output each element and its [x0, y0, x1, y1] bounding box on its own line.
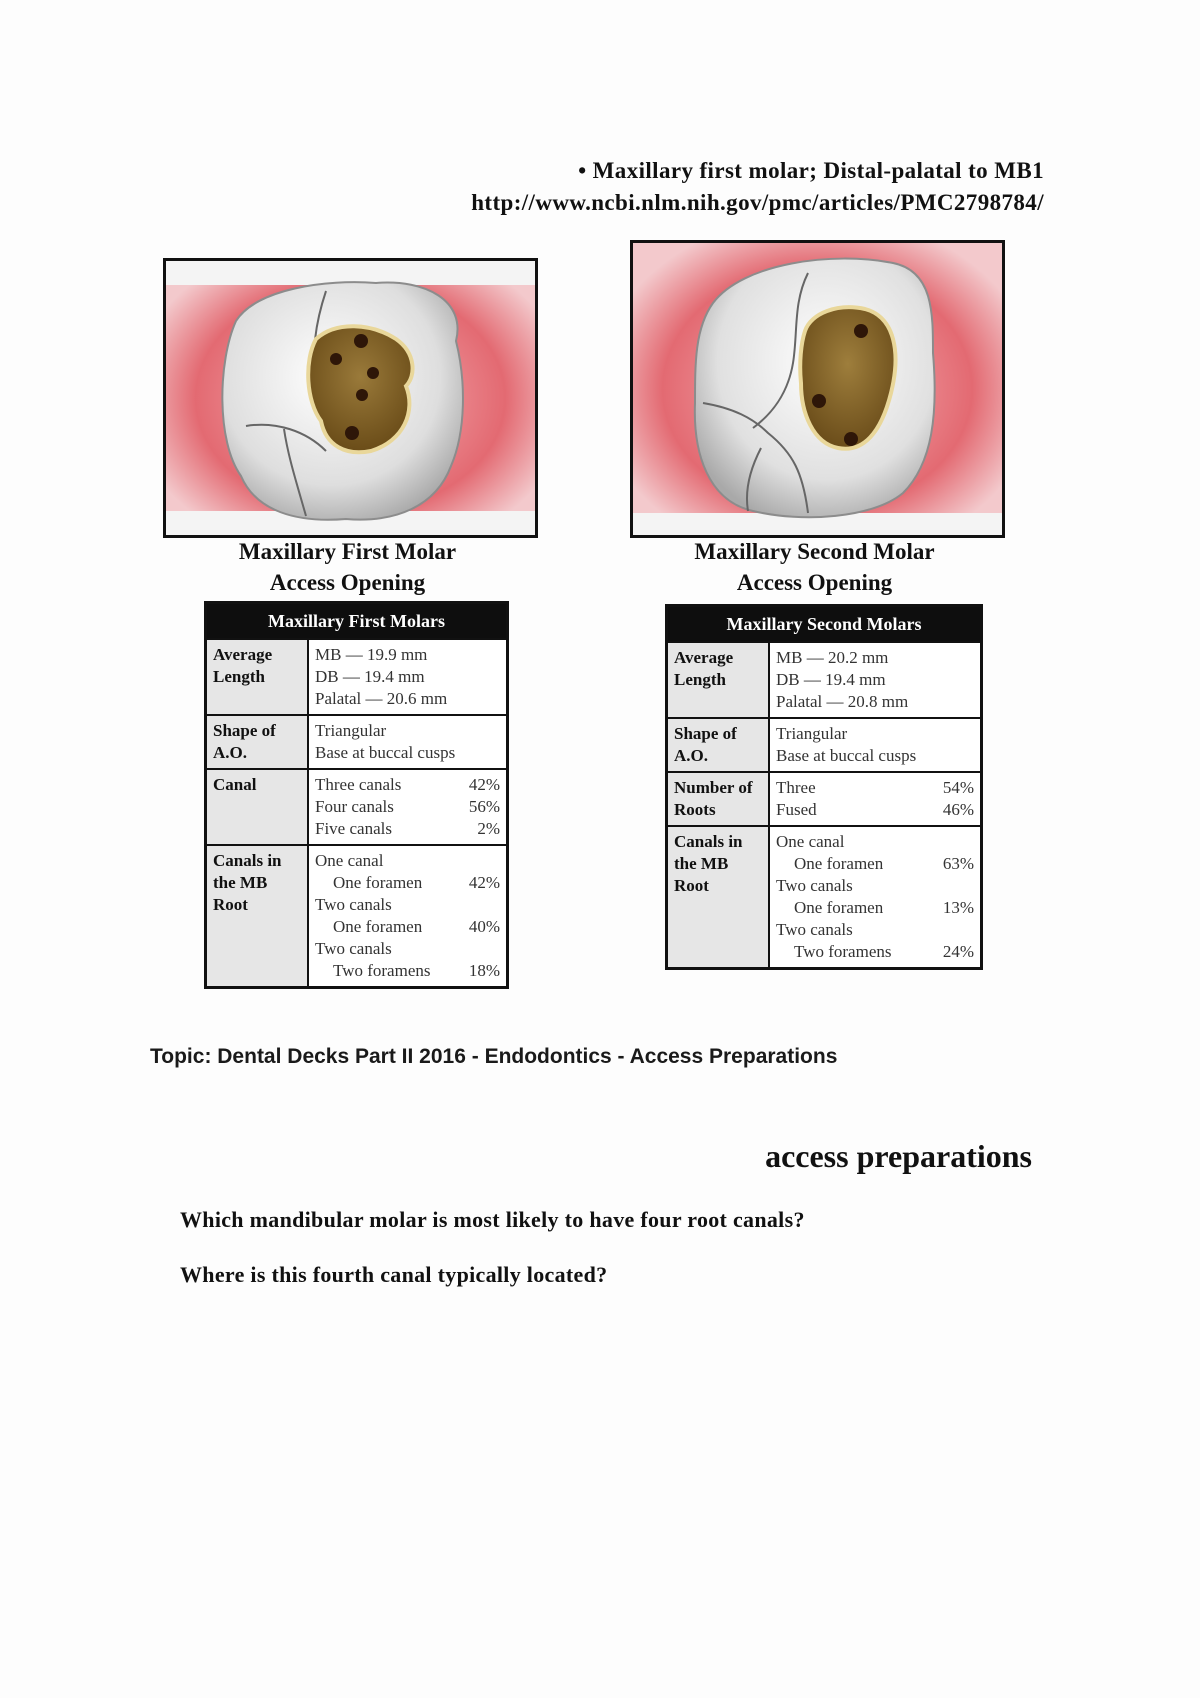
value-line: Base at buccal cusps [315, 743, 456, 762]
table-title: Maxillary First Molars [206, 603, 508, 640]
value-percent: 2% [477, 819, 500, 838]
value-text: Two canals [776, 876, 853, 895]
table-row [206, 845, 508, 988]
value-percent: 13% [942, 898, 974, 917]
second-molar-caption-line1: Maxillary Second Molar [694, 539, 935, 564]
row-label: Canals in the MB Root [206, 845, 309, 988]
second-molar-caption-line2: Access Opening [736, 570, 893, 595]
value-percent: 24% [942, 942, 974, 961]
value-text: One foramen [794, 854, 884, 873]
row-label: Number of Roots [667, 772, 770, 826]
row-values [308, 715, 508, 769]
value-percent: 42% [468, 873, 500, 892]
value-percent: 63% [942, 854, 974, 873]
row-label: Canal [206, 769, 309, 845]
first-molar-caption [163, 536, 532, 598]
value-text: Two foramens [794, 942, 892, 961]
value-line: MB — 19.9 mm [315, 645, 428, 664]
value-text: Three [776, 778, 816, 797]
value-line: DB — 19.4 mm [315, 667, 425, 686]
question-1: Which mandibular molar is most likely to have four root canals? [180, 1207, 805, 1232]
value-line: DB — 19.4 mm [776, 670, 886, 689]
first-molar-caption-line1: Maxillary First Molar [238, 539, 457, 564]
row-values [769, 772, 982, 826]
second-molar-caption [630, 536, 999, 598]
value-percent: 40% [468, 917, 500, 936]
first-molar-table [204, 601, 509, 989]
row-values [308, 639, 508, 715]
value-text: One canal [776, 832, 845, 851]
second-molar-table [665, 604, 983, 970]
value-text: Two canals [776, 920, 853, 939]
table-row [667, 718, 982, 772]
value-percent: 42% [468, 775, 500, 794]
table-row [667, 772, 982, 826]
row-label: Average Length [206, 639, 309, 715]
second-molar-access-image [630, 240, 1005, 538]
value-text: One foramen [333, 917, 423, 936]
row-label: Average Length [667, 642, 770, 718]
section-heading: access preparations [765, 1138, 1032, 1174]
value-percent: 56% [468, 797, 500, 816]
value-line: Palatal — 20.8 mm [776, 692, 909, 711]
value-percent: 46% [942, 800, 974, 819]
value-line: Base at buccal cusps [776, 746, 917, 765]
value-text: Two foramens [333, 961, 431, 980]
value-line: Triangular [315, 721, 387, 740]
table-row [206, 715, 508, 769]
value-line: MB — 20.2 mm [776, 648, 889, 667]
first-molar-access-image [163, 258, 538, 538]
value-text: Five canals [315, 819, 392, 838]
value-text: Two canals [315, 939, 392, 958]
value-text: Two canals [315, 895, 392, 914]
second-molar-illustration [633, 243, 1002, 535]
row-values [308, 769, 508, 845]
first-molar-illustration [166, 261, 535, 535]
value-line: Triangular [776, 724, 848, 743]
question-2: Where is this fourth canal typically located? [180, 1262, 608, 1287]
table-row [667, 642, 982, 718]
value-text: One foramen [333, 873, 423, 892]
row-label: Shape of A.O. [667, 718, 770, 772]
topic-line: Topic: Dental Decks Part II 2016 - Endodontics - Access Preparations [150, 1045, 838, 1068]
row-label: Canals in the MB Root [667, 826, 770, 969]
value-text: Fused [776, 800, 817, 819]
table-row [667, 826, 982, 969]
table-row [206, 769, 508, 845]
value-text: One canal [315, 851, 384, 870]
row-values [308, 845, 508, 988]
row-label: Shape of A.O. [206, 715, 309, 769]
value-percent: 18% [468, 961, 500, 980]
row-values [769, 826, 982, 969]
row-values [769, 718, 982, 772]
table-row [206, 639, 508, 715]
value-text: Four canals [315, 797, 394, 816]
value-text: One foramen [794, 898, 884, 917]
header-note: • Maxillary first molar; Distal-palatal to MB1 [578, 158, 1044, 183]
reference-url[interactable]: http://www.ncbi.nlm.nih.gov/pmc/articles/PMC2798784/ [471, 190, 1044, 215]
table-title: Maxillary Second Molars [667, 606, 982, 643]
value-percent: 54% [942, 778, 974, 797]
first-molar-caption-line2: Access Opening [269, 570, 426, 595]
value-line: Palatal — 20.6 mm [315, 689, 448, 708]
value-text: Three canals [315, 775, 402, 794]
row-values [769, 642, 982, 718]
